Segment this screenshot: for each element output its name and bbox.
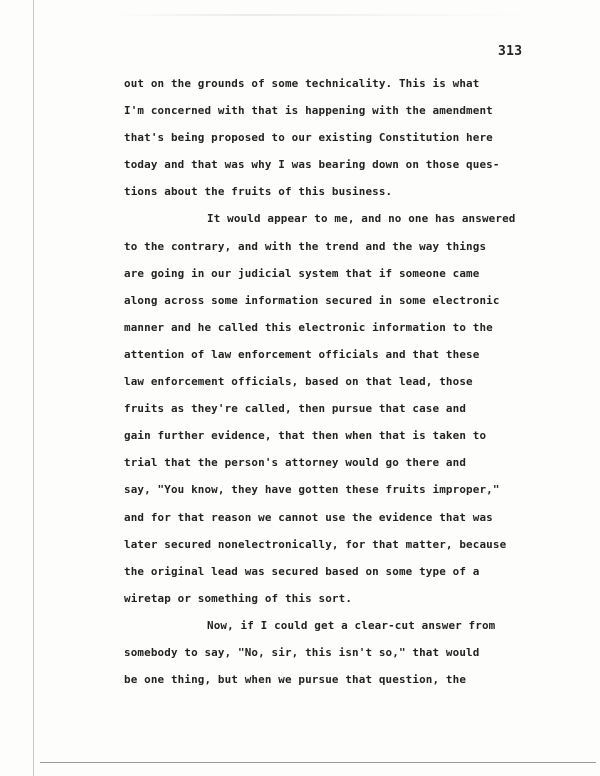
text-line: say, "You know, they have gotten these fruits improper," [124, 483, 500, 497]
bottom-edge-line [40, 762, 596, 763]
text-line: manner and he called this electronic information to the [124, 320, 493, 334]
text-line: later secured nonelectronically, for that matter, because [124, 537, 507, 551]
text-line: tions about the fruits of this business. [124, 185, 393, 199]
left-margin-line [33, 0, 34, 776]
text-line: that's being proposed to our existing Constitution here [124, 131, 493, 145]
text-line: somebody to say, "No, sir, this isn't so," that would [124, 645, 480, 659]
text-line: trial that the person's attorney would go there and [124, 456, 467, 470]
text-line: out on the grounds of some technicality. This is what [124, 77, 480, 90]
text-line: the original lead was secured based on some type of a [124, 564, 480, 578]
text-line: gain further evidence, that then when that is taken to [124, 429, 487, 443]
text-line: wiretap or something of this sort. [124, 591, 353, 605]
transcript-body [124, 70, 544, 693]
text-line-indented: Now, if I could get a clear-cut answer from [207, 618, 496, 632]
text-line: attention of law enforcement officials and that these [124, 347, 480, 361]
text-line-indented: It would appear to me, and no one has answered [207, 212, 516, 226]
text-line: are going in our judicial system that if someone came [124, 266, 480, 280]
text-line: fruits as they're called, then pursue that case and [124, 402, 467, 416]
text-line: be one thing, but when we pursue that question, the [124, 673, 467, 687]
scan-artifact-top [110, 14, 530, 16]
page-number: 313 [498, 44, 523, 59]
text-line: today and that was why I was bearing down on those ques- [124, 158, 500, 172]
text-line: and for that reason we cannot use the evidence that was [124, 510, 493, 524]
text-line: law enforcement officials, based on that lead, those [124, 375, 473, 389]
text-line: to the contrary, and with the trend and the way things [124, 239, 487, 253]
text-line: along across some information secured in some electronic [124, 293, 500, 307]
text-line: I'm concerned with that is happening with the amendment [124, 104, 493, 118]
